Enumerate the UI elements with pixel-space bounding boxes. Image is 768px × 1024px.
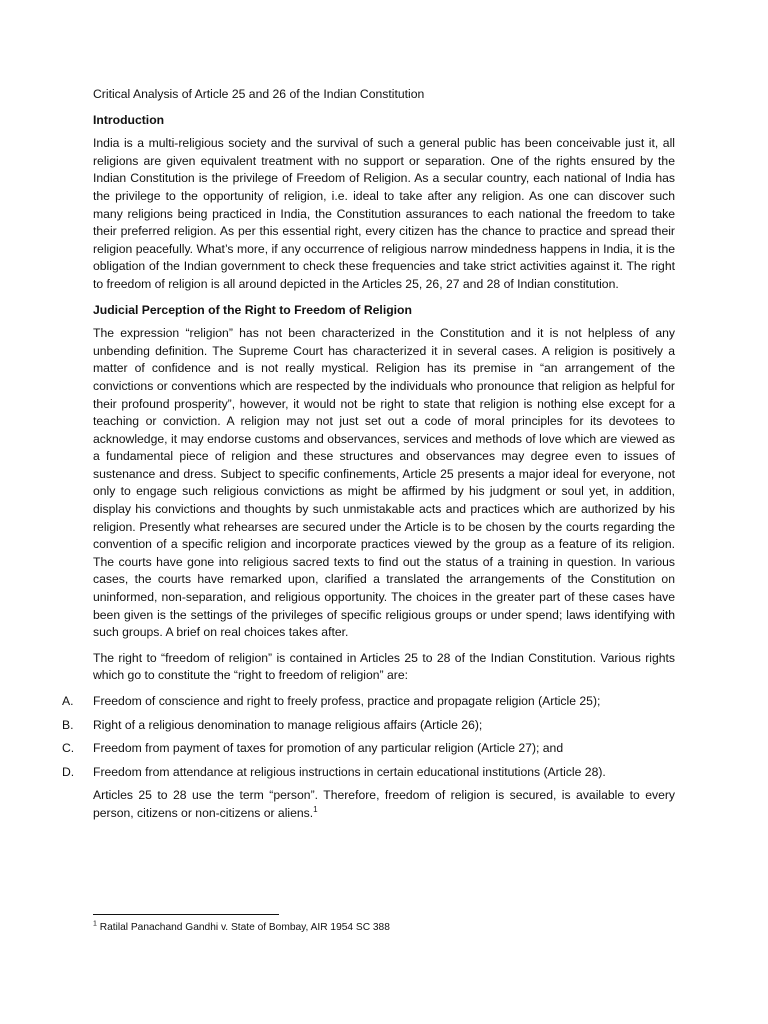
list-item-text: Right of a religious denomination to manage religious affairs (Article 26);: [93, 717, 483, 732]
document-title: Critical Analysis of Article 25 and 26 of the Indian Constitution: [93, 87, 425, 101]
closing-text: Articles 25 to 28 use the term “person”. Therefore, freedom of religion is secured, is available to every person, citizens or non-citizens or aliens.: [93, 788, 675, 820]
list-item: [62, 693, 675, 711]
list-item: [62, 717, 675, 735]
footnote-number: 1: [93, 920, 97, 928]
list-item-text: Freedom from payment of taxes for promotion of any particular religion (Article 27); and: [93, 741, 564, 756]
paragraph: The expression “religion” has not been characterized in the Constitution and it is not helpless of any unbending definition. The Supreme Court has characterized it in several cases. A religion is positively a matter of confidence and is not really mystical. Religion has its premise in “an arrangement of the convictions or conventions which are respected by the individuals who pronounce that religion as helpful for their profound prosperity”, however, it would not be right to state that religion is nothing else except for a teaching or conviction. A religion may not just set out a code of moral principles for its devotees to acknowledge, it may endorse customs and observances, services and methods of love which are viewed as a fundamental piece of religion and these structures and observances may degree even to issues of sustenance and dress. Subject to specific confinements, Article 25 presents a major ideal for everyone, not only to engage such religious convictions as might be affirmed by his judgment or soul yet, in addition, display his convictions and thoughts by such unmistakable acts and practices which are authorized by his religion. Presently what rehearses are secured under the Article is to be chosen by the courts regarding the convention of a specific religion and incorporate practices viewed by the group as a feature of its religion. The courts have gone into religious sacred texts to find out the status of a training in question. In various cases, the courts have remarked upon, clarified a translated the arrangements of the Constitution on uninformed, non-separation, and religious opportunity. The choices in the greater part of these cases have been given is the settings of the privileges of specific religious groups or under spend; laws identifying with such groups. A brief on real choices takes after.: [93, 326, 675, 640]
section-heading-introduction: Introduction: [93, 112, 165, 127]
list-item-text: Freedom from attendance at religious instructions in certain educational institutions (Article 28).: [93, 764, 606, 779]
document-page: [62, 86, 675, 831]
paragraph: India is a multi-religious society and the survival of such a general public has been conceivable just it, all religions are given equivalent treatment with no support or separation. One of the rights ensured by the Indian Constitution is the privilege of Freedom of Religion. As a secular country, each national of India has the privilege to the opportunity of religion, i.e. ideal to take after any religion. As one can discover such many religions being practiced in India, the Constitution assurances to each national the freedom to take their preferred religion. As per this essential right, every citizen has the chance to practice and spread their religion peacefully. What’s more, if any occurrence of religious narrow mindedness happens in India, it is the obligation of the Indian government to check these frequencies and take strict activities against it. The right to freedom of religion is all around depicted in the Articles 25, 26, 27 and 28 of Indian constitution.: [93, 136, 675, 291]
list-item: [62, 740, 675, 758]
paragraph: The right to “freedom of religion” is contained in Articles 25 to 28 of the Indian Constitution. Various rights which go to constitute the “right to freedom of religion” are:: [93, 650, 675, 683]
rights-list: [62, 693, 675, 781]
footnote-reference[interactable]: 1: [313, 804, 318, 814]
list-marker: B.: [62, 717, 74, 732]
list-marker: C.: [62, 741, 75, 756]
list-item: [62, 764, 675, 782]
footnote: [93, 921, 390, 935]
footnote-divider: [93, 914, 279, 915]
list-item-text: Freedom of conscience and right to freely profess, practice and propagate religion (Article 25);: [93, 694, 601, 708]
list-marker: D.: [62, 764, 75, 779]
list-marker: A.: [62, 694, 74, 708]
footnote-text: Ratilal Panachand Gandhi v. State of Bombay, AIR 1954 SC 388: [99, 922, 390, 933]
section-heading-judicial-perception: Judicial Perception of the Right to Freedom of Religion: [93, 302, 412, 317]
closing-paragraph: [93, 787, 675, 822]
